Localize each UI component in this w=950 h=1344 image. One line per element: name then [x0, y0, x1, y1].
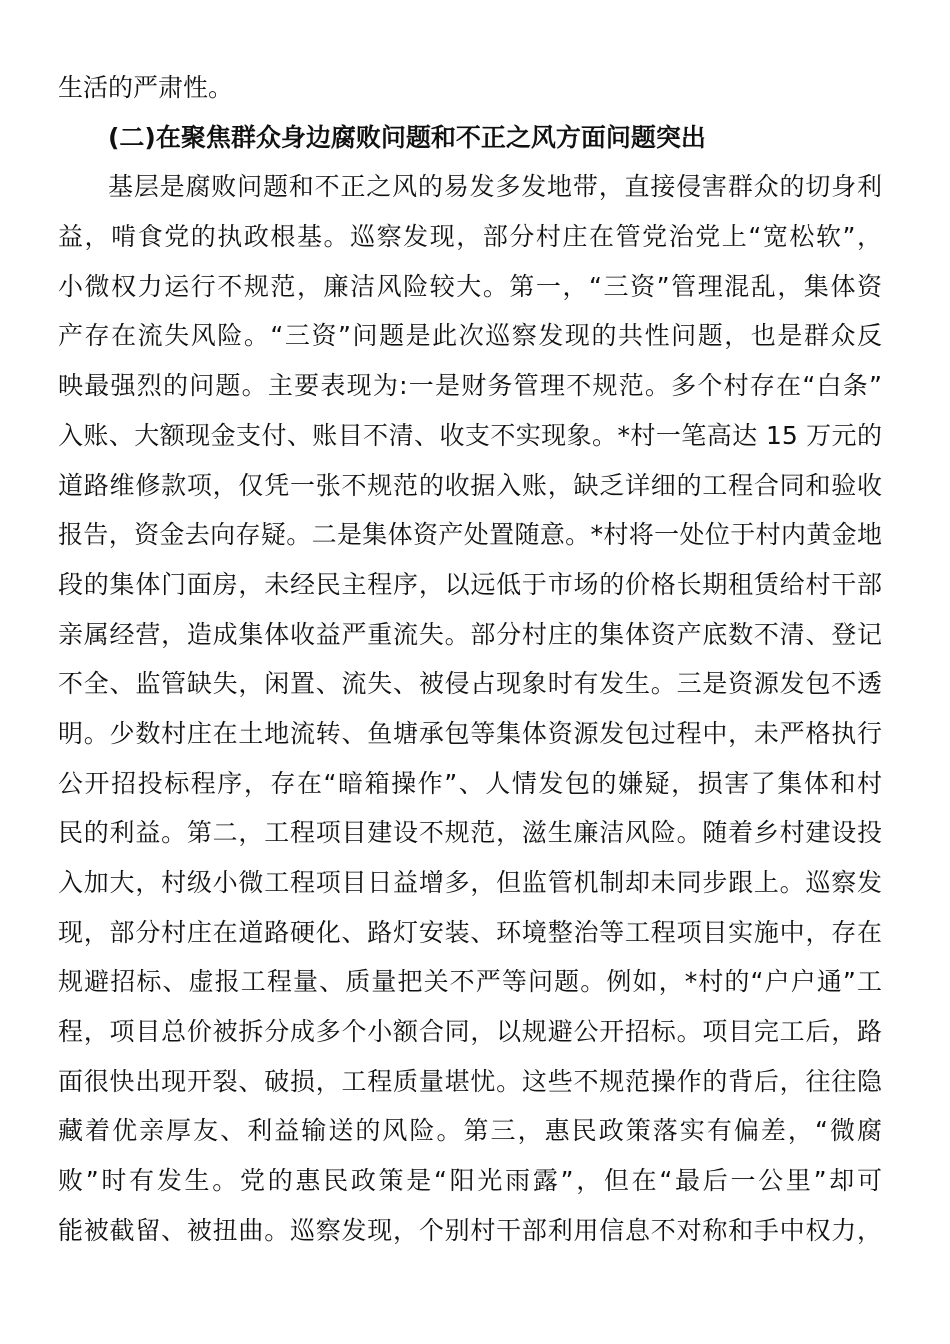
text-line-10: 报告，资金去向存疑。二是集体资产处置随意。*村将一处位于村内黄金地: [58, 520, 882, 550]
text-line-12: 亲属经营，造成集体收益严重流失。部分村庄的集体资产底数不清、登记: [58, 619, 882, 649]
text-line-16: 民的利益。第二，工程项目建设不规范，滋生廉洁风险。随着乡村建设投: [58, 818, 882, 848]
text-line-7: 映最强烈的问题。主要表现为:一是财务管理不规范。多个村存在“白条”: [58, 371, 882, 401]
text-line-5: 小微权力运行不规范，廉洁风险较大。第一，“三资”管理混乱，集体资: [58, 271, 882, 301]
text-line-17: 入加大，村级小微工程项目日益增多，但监管机制却未同步跟上。巡察发: [58, 868, 882, 897]
text-line-22: 藏着优亲厚友、利益输送的风险。第三，惠民政策落实有偏差，“微腐: [58, 1116, 882, 1146]
text-line-23: 败”时有发生。党的惠民政策是“阳光雨露”，但在“最后一公里”却可: [58, 1166, 882, 1196]
text-line-19: 规避招标、虚报工程量、质量把关不严等问题。例如，*村的“户户通”工: [58, 967, 882, 997]
text-line-13: 不全、监管缺失，闲置、流失、被侵占现象时有发生。三是资源发包不透: [58, 669, 882, 699]
text-line-18: 现，部分村庄在道路硬化、路灯安装、环境整治等工程项目实施中，存在: [58, 917, 882, 947]
text-line-20: 程，项目总价被拆分成多个小额合同，以规避公开招标。项目完工后，路: [58, 1017, 882, 1047]
text-line-24: 能被截留、被扭曲。巡察发现，个别村干部利用信息不对称和手中权力，: [58, 1215, 882, 1245]
text-line-6: 产存在流失风险。“三资”问题是此次巡察发现的共性问题，也是群众反: [58, 321, 882, 351]
text-line-4: 益，啃食党的执政根基。巡察发现，部分村庄在管党治党上“宽松软”，: [58, 222, 882, 252]
text-line-21: 面很快出现开裂、破损，工程质量堪忧。这些不规范操作的背后，往往隐: [58, 1066, 882, 1096]
text-line-11: 段的集体门面房，未经民主程序，以远低于市场的价格长期租赁给村干部: [58, 569, 882, 599]
text-line-1: 生活的严肃性。: [58, 73, 234, 102]
text-line-3: 基层是腐败问题和不正之风的易发多发地带，直接侵害群众的切身利: [108, 172, 882, 202]
text-line-8: 入账、大额现金支付、账目不清、收支不实现象。*村一笔高达 15 万元的: [58, 420, 882, 450]
text-line-14: 明。少数村庄在土地流转、鱼塘承包等集体资源发包过程中，未严格执行: [58, 718, 882, 748]
text-line-9: 道路维修款项，仅凭一张不规范的收据入账，缺乏详细的工程合同和验收: [58, 470, 882, 500]
section-heading: (二)在聚焦群众身边腐败问题和不正之风方面问题突出: [108, 122, 706, 152]
text-line-15: 公开招投标程序，存在“暗箱操作”、人情发包的嫌疑，损害了集体和村: [58, 768, 882, 798]
